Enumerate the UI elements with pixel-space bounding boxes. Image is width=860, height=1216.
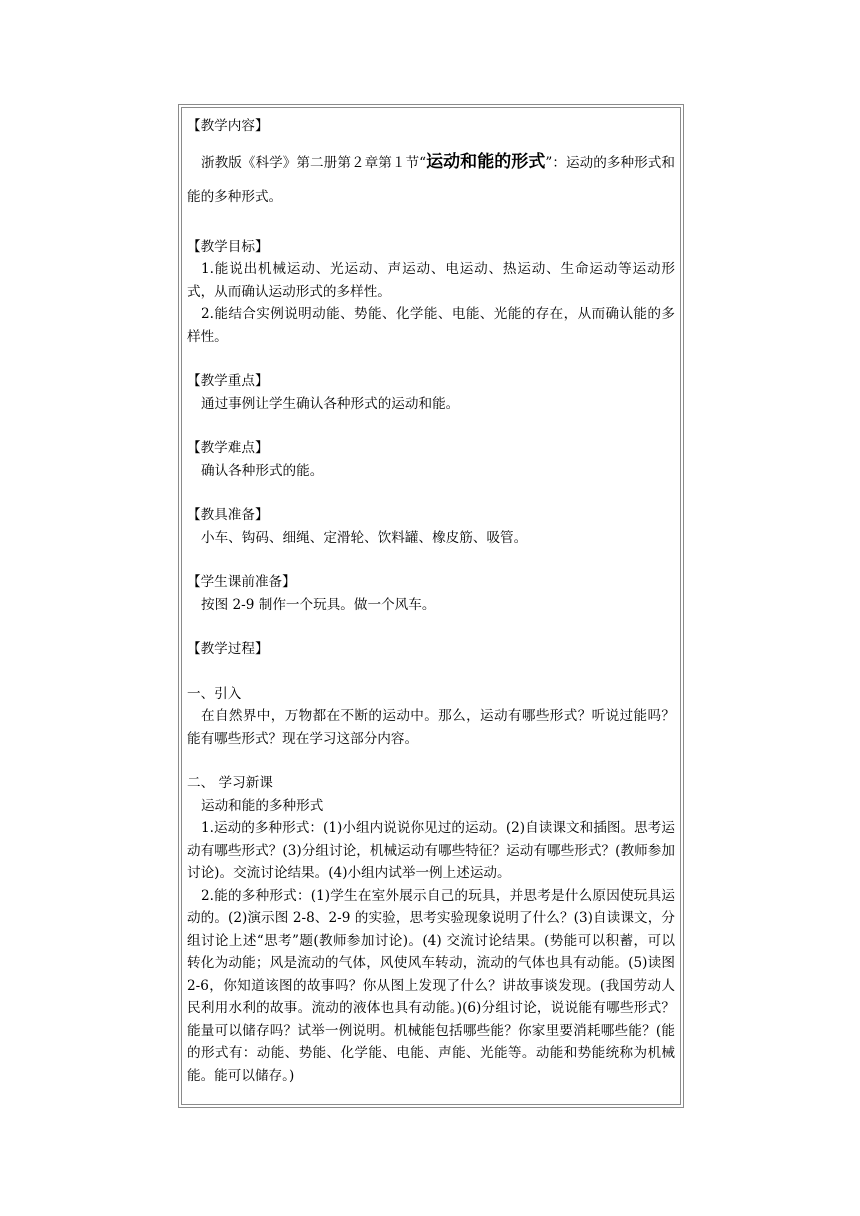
lesson-title: 运动和能的形式 bbox=[426, 151, 546, 172]
step-2-heading: 二、 学习新课 bbox=[187, 775, 273, 791]
student-prep-text: 按图 2-9 制作一个玩具。做一个风车。 bbox=[201, 596, 436, 613]
lesson-plan-table bbox=[178, 104, 684, 1108]
teaching-goals-heading: 【教学目标】 bbox=[187, 238, 269, 255]
difficulties-heading: 【教学难点】 bbox=[187, 440, 269, 456]
step-1-heading: 一、引入 bbox=[187, 685, 242, 702]
teaching-tools-heading: 【教具准备】 bbox=[187, 507, 269, 523]
student-prep-heading: 【学生课前准备】 bbox=[187, 574, 296, 590]
teaching-content-heading: 【教学内容】 bbox=[187, 118, 269, 134]
teaching-process-heading: 【教学过程】 bbox=[187, 641, 269, 657]
step-2-paragraph-2: 2.能的多种形式：(1)学生在室外展示自己的玩具，并思考是什么原因使玩具运动的。(2)演示图 2-8、2-9 的实验，思考实验现象说明了什么？(3)自读课文，分组讨论上述“思考”题(教师参加讨论)。(4) 交流讨论结果。(势能可以积蓄，可以转化为动能；风是流动的气体，风使风车转动，流动的气体也具有动能。(5)读图 2-6，你知道该图的故事吗？你从图上发现了什么？讲故事谈发现。(我国劳动人民利用水利的故事。流动的液体也具有动能。)(6)分组讨论，说说能有哪些形式？能量可以储存吗？试举一例说明。机械能包括哪些能？你家里要消耗哪些能？(能的形式有：动能、势能、化学能、电能、声能、光能等。动能和势能统称为机械能。能可以储存。) bbox=[187, 887, 675, 1084]
teaching-content-text bbox=[187, 145, 675, 214]
intro-prefix: 浙教版《科学》第二册第２章第１节“ bbox=[201, 154, 427, 171]
key-points-text: 通过事例让学生确认各种形式的运动和能。 bbox=[201, 395, 460, 412]
step-2-subheading: 运动和能的多种形式 bbox=[201, 797, 324, 814]
teaching-goal-1: 1.能说出机械运动、光运动、声运动、电运动、热运动、生命运动等运动形式，从而确认运动形式的多样性。 bbox=[187, 261, 675, 300]
key-points-heading: 【教学重点】 bbox=[187, 373, 269, 389]
lesson-plan-content bbox=[187, 115, 675, 1087]
table-cell bbox=[181, 107, 681, 1105]
step-2-paragraph-1: 1.运动的多种形式：(1)小组内说说你见过的运动。(2)自读课文和插图。思考运动有哪些形式？(3)分组讨论，机械运动有哪些特征？运动有哪些形式？(教师参加讨论)。交流讨论结果。(4)小组内试举一例上述运动。 bbox=[187, 820, 675, 881]
step-1-text: 在自然界中，万物都在不断的运动中。那么，运动有哪些形式？听说过能吗？能有哪些形式？现在学习这部分内容。 bbox=[187, 708, 675, 747]
intro-suffix: ”：运动的多种形式和能的多种形式。 bbox=[187, 154, 676, 205]
teaching-tools-text: 小车、钩码、细绳、定滑轮、饮料罐、橡皮筋、吸管。 bbox=[201, 529, 528, 546]
teaching-goal-2: 2.能结合实例说明动能、势能、化学能、电能、光能的存在，从而确认能的多样性。 bbox=[187, 306, 675, 345]
difficulties-text: 确认各种形式的能。 bbox=[201, 462, 324, 479]
